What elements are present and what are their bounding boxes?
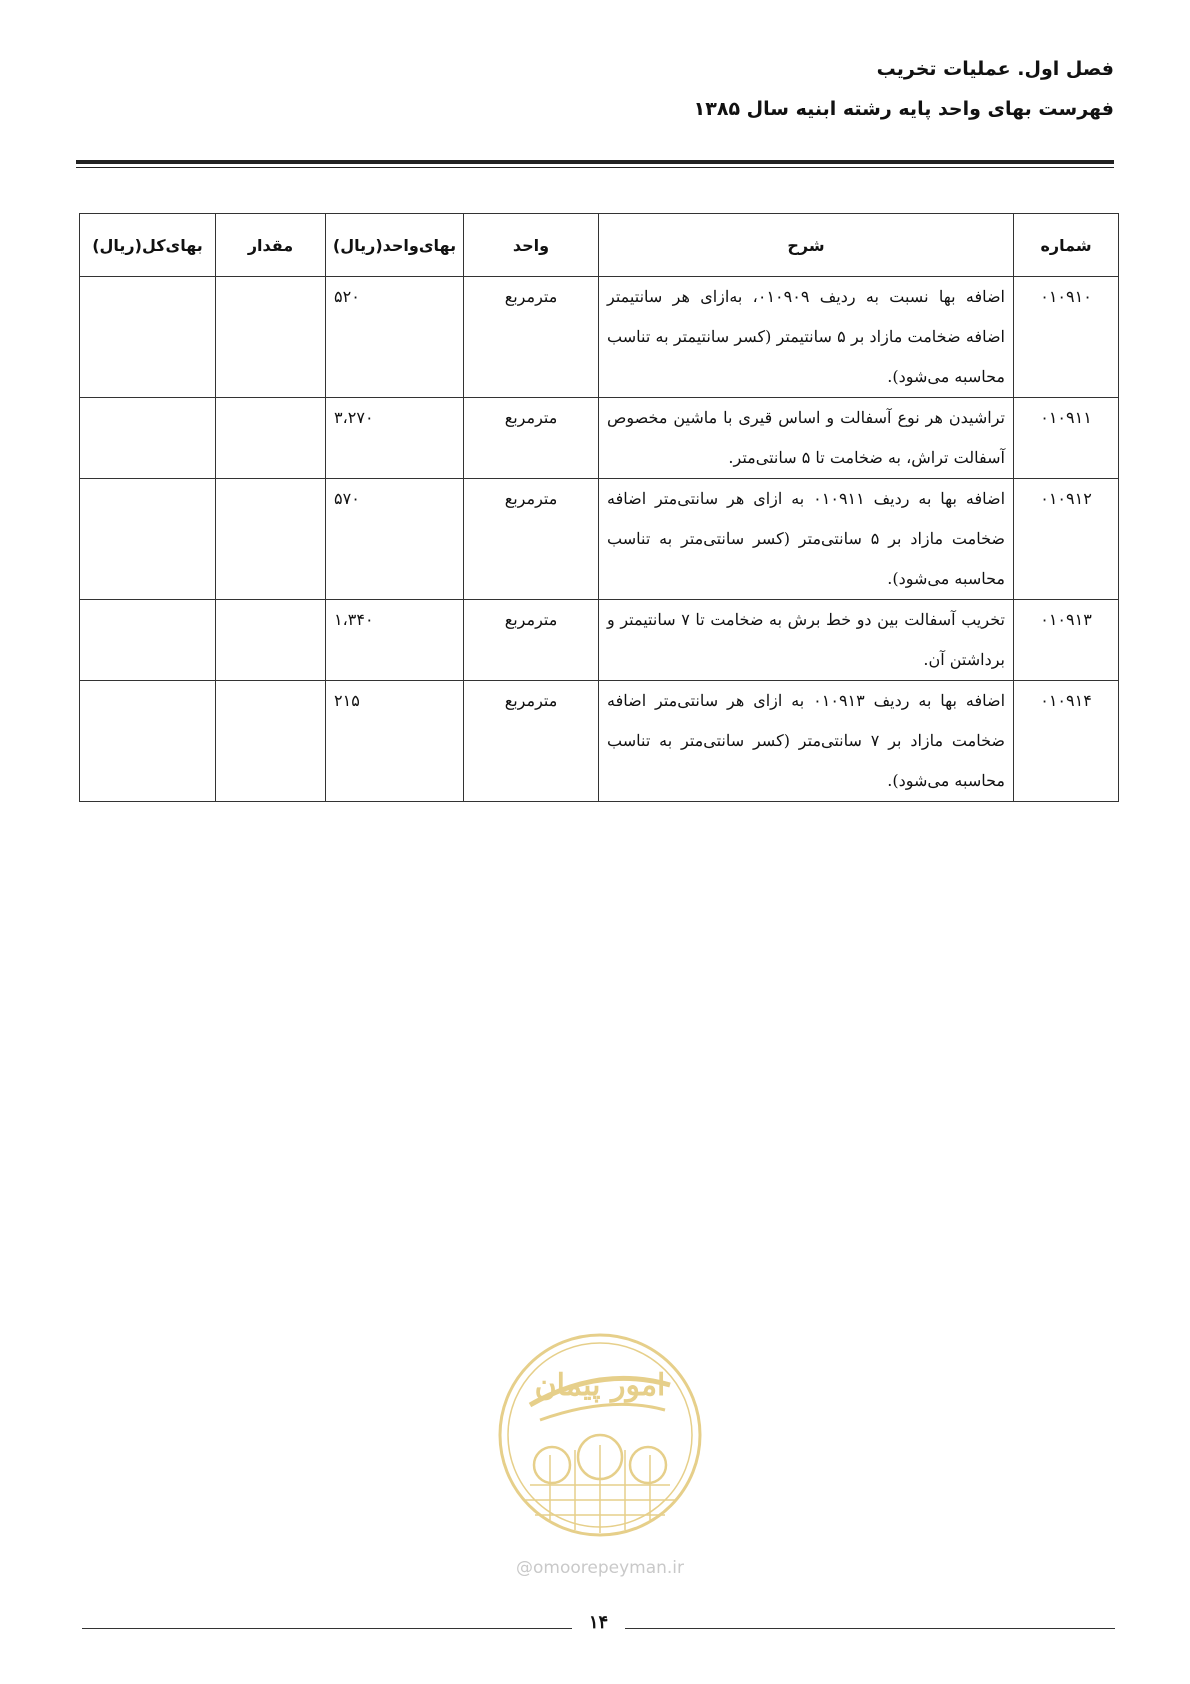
watermark-logo	[490, 1325, 710, 1585]
item-unit: مترمربع	[464, 479, 599, 600]
header-description: شرح	[599, 214, 1014, 277]
item-unit-price: ۲۱۵	[326, 681, 464, 802]
item-unit: مترمربع	[464, 398, 599, 479]
table-row	[80, 681, 1119, 802]
table-row	[80, 600, 1119, 681]
chapter-title: فصل اول. عملیات تخریب	[876, 58, 1114, 80]
item-description: تراشیدن هر نوع آسفالت و اساس قیری با ماشین مخصوص آسفالت تراش، به ضخامت تا ۵ سانتی‌متر.	[599, 398, 1014, 479]
item-unit: مترمربع	[464, 277, 599, 398]
item-total	[80, 277, 216, 398]
item-unit-price: ۵۷۰	[326, 479, 464, 600]
table-row	[80, 277, 1119, 398]
item-code: ۰۱۰۹۱۰	[1014, 277, 1119, 398]
item-unit: مترمربع	[464, 600, 599, 681]
header-total: بهای‌کل(ریال)	[80, 214, 216, 277]
watermark-emblem-icon	[490, 1325, 710, 1585]
footer-divider-right	[625, 1628, 1115, 1629]
item-total	[80, 398, 216, 479]
item-total	[80, 681, 216, 802]
watermark-logo-text: امور پیمان	[534, 1368, 666, 1403]
item-quantity	[216, 398, 326, 479]
table-row	[80, 398, 1119, 479]
page-number: ۱۴	[588, 1612, 609, 1633]
header-quantity: مقدار	[216, 214, 326, 277]
item-quantity	[216, 479, 326, 600]
item-quantity	[216, 600, 326, 681]
item-unit-price: ۵۲۰	[326, 277, 464, 398]
item-code: ۰۱۰۹۱۴	[1014, 681, 1119, 802]
item-description: اضافه بها به ردیف ۰۱۰۹۱۱ به ازای هر سانتی‌متر اضافه ضخامت مازاد بر ۵ سانتی‌متر (کسر سانتی‌متر به تناسب محاسبه می‌شود).	[599, 479, 1014, 600]
header-divider-thick	[76, 160, 1114, 164]
item-unit-price: ۱،۳۴۰	[326, 600, 464, 681]
item-description: اضافه بها به ردیف ۰۱۰۹۱۳ به ازای هر سانتی‌متر اضافه ضخامت مازاد بر ۷ سانتی‌متر (کسر سانتی‌متر به تناسب محاسبه می‌شود).	[599, 681, 1014, 802]
item-total	[80, 479, 216, 600]
header-code: شماره	[1014, 214, 1119, 277]
footer-divider-left	[82, 1628, 572, 1629]
item-code: ۰۱۰۹۱۱	[1014, 398, 1119, 479]
item-quantity	[216, 681, 326, 802]
table-header-row	[80, 214, 1119, 277]
page-header	[694, 58, 1114, 120]
header-unit: واحد	[464, 214, 599, 277]
item-unit-price: ۳،۲۷۰	[326, 398, 464, 479]
header-divider-thin	[76, 167, 1114, 168]
item-description: اضافه بها نسبت به ردیف ۰۱۰۹۰۹، به‌ازای هر سانتیمتر اضافه ضخامت مازاد بر ۵ سانتیمتر (کسر سانتیمتر به تناسب محاسبه می‌شود).	[599, 277, 1014, 398]
item-description: تخریب آسفالت بین دو خط برش به ضخامت تا ۷ سانتیمتر و برداشتن آن.	[599, 600, 1014, 681]
item-unit: مترمربع	[464, 681, 599, 802]
table-row	[80, 479, 1119, 600]
watermark-site: @omoorepeyman.ir	[515, 1558, 685, 1578]
item-code: ۰۱۰۹۱۳	[1014, 600, 1119, 681]
item-total	[80, 600, 216, 681]
header-unit-price: بهای‌واحد(ریال)	[326, 214, 464, 277]
item-code: ۰۱۰۹۱۲	[1014, 479, 1119, 600]
document-title: فهرست بهای واحد پایه رشته ابنیه سال ۱۳۸۵	[693, 98, 1114, 120]
item-quantity	[216, 277, 326, 398]
price-list-table	[79, 213, 1119, 802]
